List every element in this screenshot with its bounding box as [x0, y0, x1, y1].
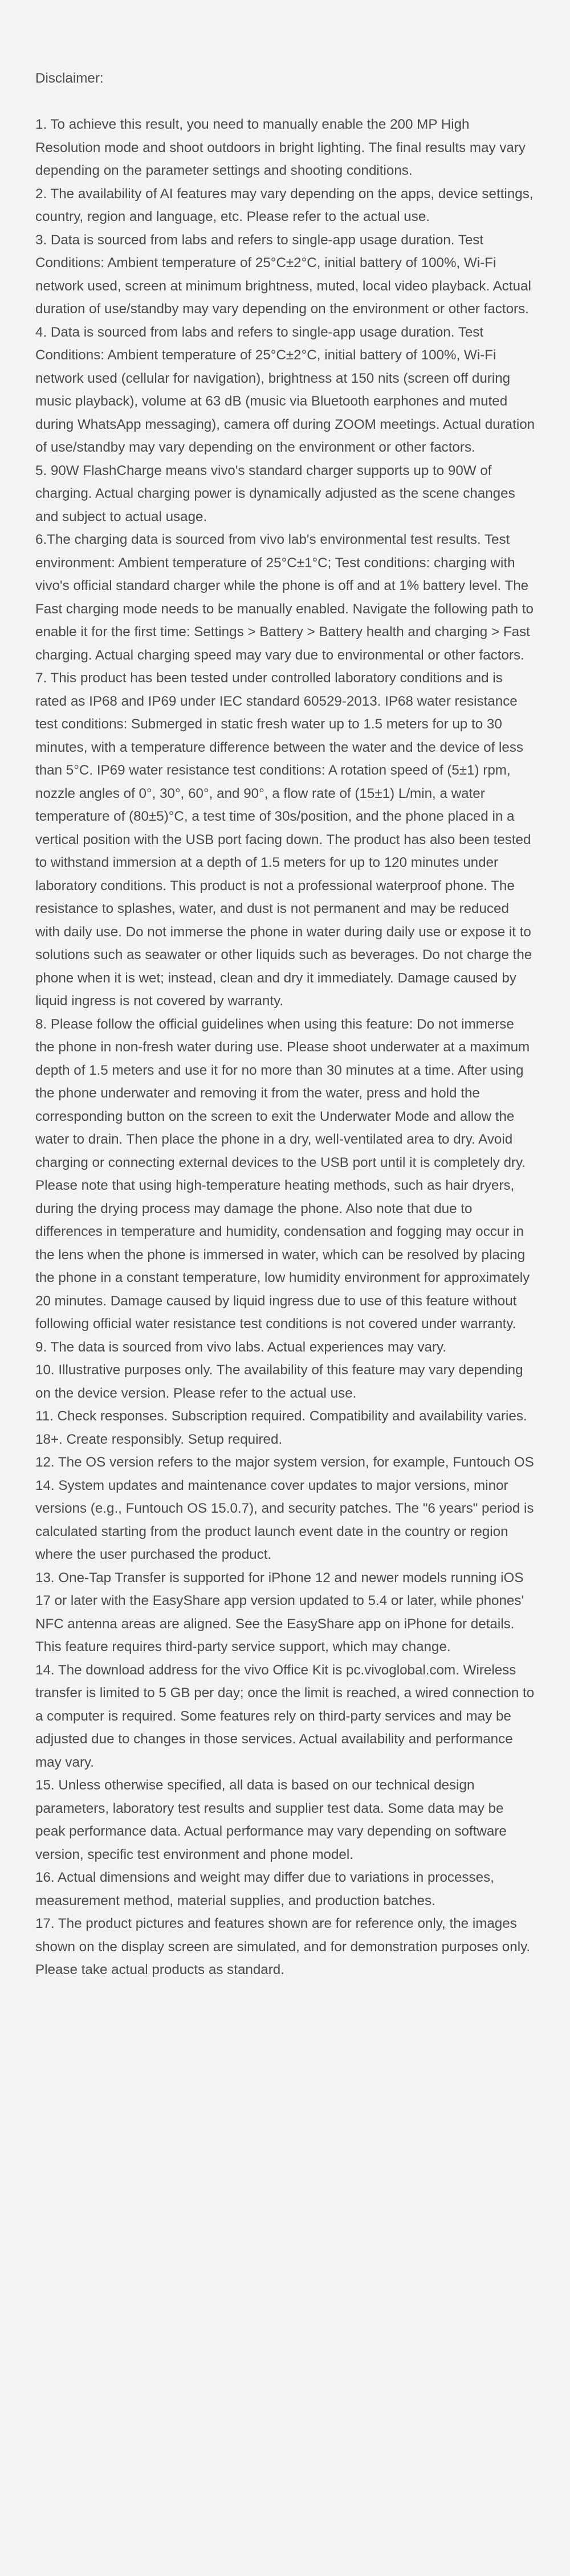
disclaimer-note-11: 11. Check responses. Subscription required. Compatibility and availability varies. 18+. Create responsibly. Setup required.: [35, 1408, 527, 1447]
disclaimer-note-7: 7. This product has been tested under controlled laboratory conditions and is rated as IP68 and IP69 under IEC standard 60529-2013. IP68 water resistance test conditions: Submerged in static fresh water up to 1.5 meters for up to 30 minutes, with a temperature difference between the water and the device of less than 5°C. IP69 water resistance test conditions: A rotation speed of (5±1) rpm, nozzle angles of 0°, 30°, 60°, and 90°, a flow rate of (15±1) L/min, a water temperature of (80±5)°C, a test time of 30s/position, and the phone placed in a vertical position with the USB port facing down. The product has also been tested to withstand immersion at a depth of 1.5 meters for up to 120 minutes under laboratory conditions. This product is not a professional waterproof phone. The resistance to splashes, water, and dust is not permanent and may be reduced with daily use. Do not immerse the phone in water during daily use or expose it to solutions such as seawater or other liquids such as beverages. Do not charge the phone when it is wet; instead, clean and dry it immediately. Damage caused by liquid ingress is not covered by warranty.: [35, 670, 532, 1009]
disclaimer-title: Disclaimer:: [35, 71, 104, 86]
disclaimer-note-8: 8. Please follow the official guidelines when using this feature: Do not immerse the phone in non-fresh water during use. Please shoot underwater at a maximum depth of 1.5 meters and use it for no more than 30 minutes at a time. After using the phone underwater and removing it from the water, press and hold the corresponding button on the screen to exit the Underwater Mode and allow the water to drain. Then place the phone in a dry, well-ventilated area to dry. Avoid charging or connecting external devices to the USB port until it is completely dry. Please note that using high-temperature heating methods, such as hair dryers, during the drying process may damage the phone. Also note that due to differences in temperature and humidity, condensation and fogging may occur in the lens when the phone is immersed in water, which can be resolved by placing the phone in a constant temperature, low humidity environment for approximately 20 minutes. Damage caused by liquid ingress due to use of this feature without following official water resistance test conditions is not covered under warranty.: [35, 1016, 530, 1332]
disclaimer-note-14: 14. The download address for the vivo Office Kit is pc.vivoglobal.com. Wireless transfer is limited to 5 GB per day; once the limit is reached, a wired connection to a computer is required. Some features rely on third-party services and may be adjusted due to changes in those services. Actual availability and performance may vary.: [35, 1662, 535, 1770]
disclaimer-note-1: 1. To achieve this result, you need to manually enable the 200 MP High Resolution mode and shoot outdoors in bright lighting. The final results may vary depending on the parameter settings and shooting conditions.: [35, 117, 526, 178]
disclaimer-note-17: 17. The product pictures and features shown are for reference only, the images shown on the display screen are simulated, and for demonstration purposes only. Please take actual products as standard.: [35, 1916, 531, 1977]
disclaimer-section: [35, 67, 537, 1982]
disclaimer-note-6: 6.The charging data is sourced from vivo lab's environmental test results. Test environment: Ambient temperature of 25°C±1°C; Test conditions: charging with vivo's official standard charger while the phone is off and at 1% battery level. The Fast charging mode needs to be manually enabled. Navigate the following path to enable it for the first time: Settings > Battery > Battery health and charging > Fast charging. Actual charging speed may vary due to environmental or other factors.: [35, 532, 534, 663]
disclaimer-note-5: 5. 90W FlashCharge means vivo's standard charger supports up to 90W of charging. Actual charging power is dynamically adjusted as the scene changes and subject to actual usage.: [35, 462, 515, 525]
disclaimer-note-10: 10. Illustrative purposes only. The availability of this feature may vary depending on the device version. Please refer to the actual use.: [35, 1362, 523, 1401]
disclaimer-note-13: 13. One-Tap Transfer is supported for iPhone 12 and newer models running iOS 17 or later with the EasyShare app version updated to 5.4 or later, while phones' NFC antenna areas are aligned. See the EasyShare app on iPhone for details. This feature requires third-party service support, which may change.: [35, 1570, 524, 1654]
disclaimer-note-3: 3. Data is sourced from labs and refers to single-app usage duration. Test Conditions: Ambient temperature of 25°C±2°C, initial battery of 100%, Wi-Fi network used, screen at minimum brightness, muted, local video playback. Actual duration of use/standby may vary depending on the environment or other factors.: [35, 232, 531, 317]
disclaimer-note-12: 12. The OS version refers to the major system version, for example, Funtouch OS 14. System updates and maintenance cover updates to major versions, minor versions (e.g., Funtouch OS 15.0.7), and security patches. The "6 years" period is calculated starting from the product launch event date in the country or region where the user purchased the product.: [35, 1455, 534, 1562]
disclaimer-note-4: 4. Data is sourced from labs and refers to single-app usage duration. Test Conditions: Ambient temperature of 25°C±2°C, initial battery of 100%, Wi-Fi network used (cellular for navigation), brightness at 150 nits (screen off during music playback), volume at 63 dB (music via Bluetooth earphones and muted during WhatsApp messaging), camera off during ZOOM meetings. Actual duration of use/standby may vary depending on the environment or other factors.: [35, 324, 535, 455]
disclaimer-note-16: 16. Actual dimensions and weight may differ due to variations in processes, measurement method, material supplies, and production batches.: [35, 1870, 494, 1909]
disclaimer-note-9: 9. The data is sourced from vivo labs. Actual experiences may vary.: [35, 1339, 447, 1355]
disclaimer-note-2: 2. The availability of AI features may vary depending on the apps, device settings, country, region and language, etc. Please refer to the actual use.: [35, 186, 534, 224]
disclaimer-note-15: 15. Unless otherwise specified, all data is based on our technical design parameters, laboratory test results and supplier test data. Some data may be peak performance data. Actual performance may vary depending on software version, specific test environment and phone model.: [35, 1778, 507, 1862]
